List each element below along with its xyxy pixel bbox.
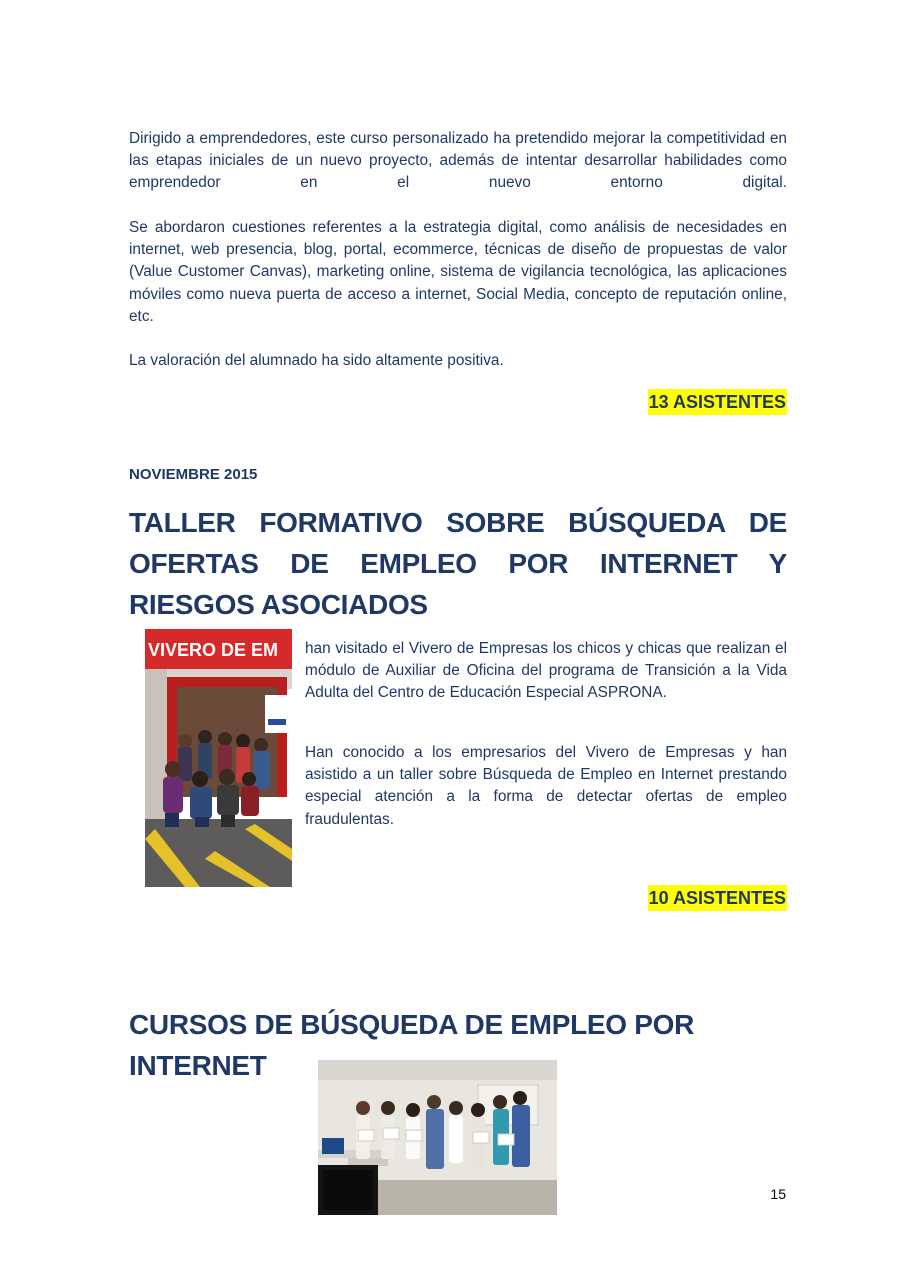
event-month: NOVIEMBRE 2015 [129,466,258,483]
workshop-description-paragraph: Han conocido a los empresarios del Vivero de Empresas y han asistido a un taller sobre Búsqueda de Empleo en Internet prestando especial atención a la forma de detectar ofertas de empleo fraudulentas. [305,744,787,828]
page-number: 15 [770,1186,786,1202]
courses-title: CURSOS DE BÚSQUEDA DE EMPLEO POR INTERNET [129,1009,694,1081]
vivero-group-photo [145,629,292,887]
course-topics-paragraph: Se abordaron cuestiones referentes a la estrategia digital, como análisis de necesidades en internet, web presencia, blog, portal, ecommerce, técnicas de diseño de propuestas de valor (Value Customer Canvas), marketing online, sistema de vigilancia tecnológica, las aplicaciones móviles como nueva puerta de acceso a internet, Social Media, concepto de reputación online, etc. [129,219,787,325]
vivero-sign-text: VIVERO DE EM [148,640,279,660]
attendees-badge: 13 ASISTENTES [648,389,787,415]
attendees-badge: 10 ASISTENTES [648,885,787,911]
workshop-title: TALLER FORMATIVO SOBRE BÚSQUEDA DE OFERTAS DE EMPLEO POR INTERNET Y RIESGOS ASOCIADOS [129,507,787,620]
course-description-paragraph: Dirigido a emprendedores, este curso personalizado ha pretendido mejorar la competitividad en las etapas iniciales de un nuevo proyecto, además de intentar desarrollar habilidades como emprendedor en el nuevo entorno digital. [129,130,787,192]
course-group-photo [318,1060,557,1215]
course-evaluation-paragraph: La valoración del alumnado ha sido altamente positiva. [129,352,504,369]
visit-description-paragraph: han visitado el Vivero de Empresas los chicos y chicas que realizan el módulo de Auxiliar de Oficina del programa de Transición a la Vida Adulta del Centro de Educación Especial ASPRONA. [305,640,787,702]
